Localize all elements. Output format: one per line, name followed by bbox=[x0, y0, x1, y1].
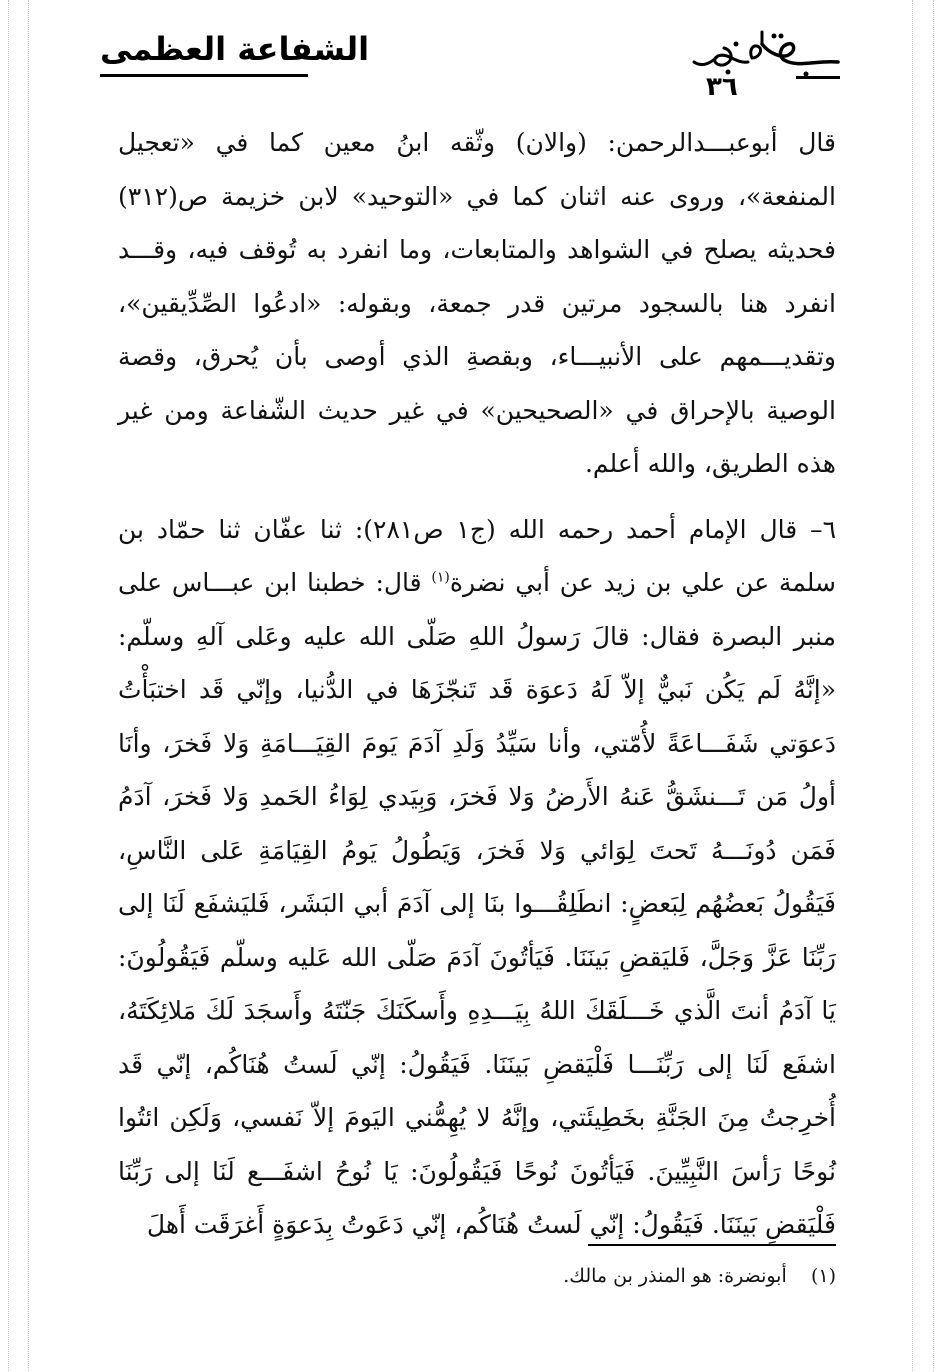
footnote-text: أبونضرة: هو المنذر بن مالك. bbox=[563, 1265, 787, 1287]
scan-margin-line bbox=[912, 0, 913, 1372]
paragraph: قال أبوعبـــدالرحمن: (والان) وثّقه ابنُ معين كما في «تعجيل المنفعة»، وروى عنه اثنان كما في «التوحيد» لابن خزيمة ص(٣١٢) فحديثه يصلح في الشواهد والمتابعات، وما انفرد به تُوقف فيه، وقـــد انفرد هنا بالسجود مرتين قدر جمعة، وبقوله: «ادعُوا الصِّدِّيقين»، وتقديـــمهم على الأنبيـــاء، وبقصةِ الذي أوصى بأن يُحرق، وقصة الوصية بالإحراق في «الصحيحين» في غير حديث الشّفاعة ومن غير هذه الطريق، والله أعلم. bbox=[118, 128, 836, 478]
page-number: ٣٦ bbox=[706, 72, 738, 102]
book-title: الشفاعة العظمى bbox=[100, 30, 370, 68]
footnote-reference: (١) bbox=[431, 569, 450, 586]
header-rule bbox=[100, 74, 308, 77]
paragraph-text: ٦– قال الإمام أحمد رحمه الله (ج١ ص٢٨١): ثنا عفّان ثنا حمّاد بن سلمة عن علي بن زيد عن أبي نضرة bbox=[118, 514, 836, 597]
page-header bbox=[100, 22, 840, 102]
paragraph-text: قال: خطبنا ابن عبـــاس على منبر البصرة فقال: قالَ رَسولُ اللهِ صَلّى الله عليه وعَلى آلهِ وسلّم: «إنَّهُ لَم يَكُن نَبيٌّ إلاّ لَهُ دَعوَة قَد تَنجّزَهَا في الدُّنيا، وإنّي قَد اختبَأْتُ دَعوَتي شَفَـــاعَةً لأُمّتي، وأنا سَيِّدُ وَلَدِ آدَمَ يَومَ القِيَـــامَةِ وَلا فَخرَ، وأنَا أولُ مَن تَـــنشَقُّ عَنهُ الأَرضُ وَلا فَخرَ، وَبِيَدي لِوَاءُ الحَمدِ وَلا فَخرَ، آدَمُ فَمَن دُونَـــهُ تَحتَ لِوَائي وَلا فَخرَ، وَيَطُولُ يَومُ القِيَامَةِ عَلى النَّاسِ، فَيَقُولُ بَعضُهُم لِبَعضٍ: انطَلِقُـــوا بنَا إلى آدَمَ أبي البَشَر، فَليَشفَع لَنَا إلى رَبِّنَا عَزَّ وَجَلَّ، فَليَقضِ بَينَنَا. فَيَأتُونَ آدَمَ صَلّى الله عَليه وسلّم فَيَقُولُونَ: يَا آدَمُ أنتَ الَّذي خَـــلَقَكَ اللهُ بِيَـــدِهِ وأَسكَنَكَ جَنّتَهُ وأَسجَدَ لَكَ مَلائِكَتَهُ، اشفَع لَنَا إلى رَبِّنَـــا فَلْيَقضِ بَينَنَا. فَيَقُولُ: إنّي لَستُ هُنَاكُم، إنّي قَد أُخرِجتُ مِنَ الجَنَّةِ بخَطِيئَتي، وإنَّهُ لا يُهِمُّني اليَومَ إلاّ نَفسي، وَلَكِن ائتُوا نُوحًا رَأسَ النَّبِيِّينَ. فَيَأتُونَ نُوحًا فَيَقُولُونَ: يَا نُوحُ اشفَـــع لَنَا إلى رَبِّنَا فَلْيَقضِ بَينَنَا. فَيَقُولُ: إنّي لَستُ هُنَاكُم، إنّي دَعَوتُ بِدَعوَةٍ أَغرَقَت أَهلَ bbox=[118, 568, 836, 1239]
footnote bbox=[430, 1262, 836, 1290]
footnote-rule bbox=[588, 1244, 836, 1246]
scan-margin-line bbox=[933, 0, 934, 1372]
scan-margin-line bbox=[28, 0, 29, 1372]
footnote-marker: (١) bbox=[810, 1265, 836, 1287]
paragraph bbox=[118, 503, 836, 1252]
scan-margin-line bbox=[8, 0, 9, 1372]
main-text bbox=[118, 116, 836, 1252]
